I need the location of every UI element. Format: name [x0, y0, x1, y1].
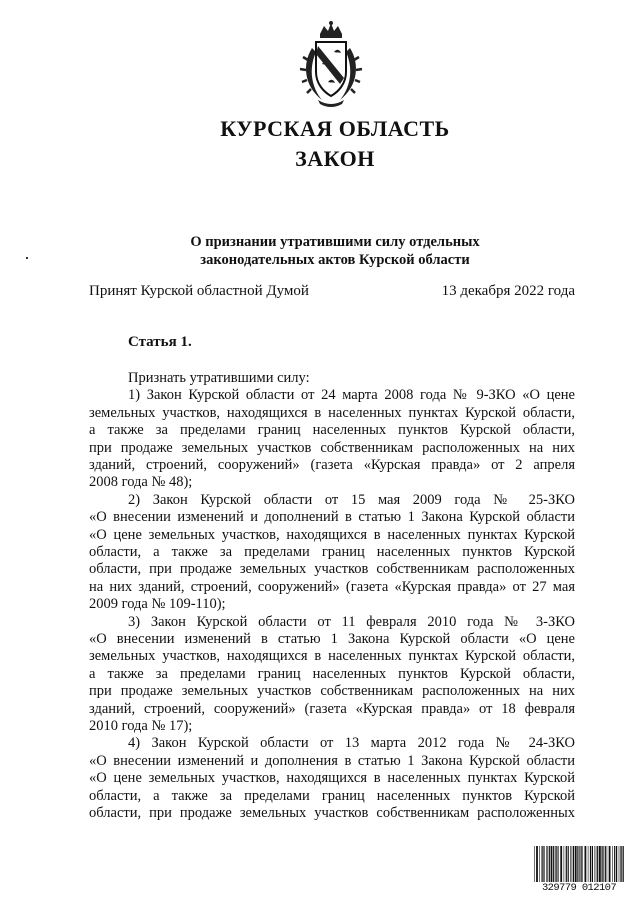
barcode-bar [607, 846, 608, 882]
barcode-bar [590, 846, 591, 882]
barcode-bar [549, 846, 550, 882]
barcode-bar [558, 846, 559, 882]
barcode-bar [602, 846, 603, 882]
barcode-bar [555, 846, 556, 882]
barcode-bar [620, 846, 621, 882]
barcode-bar [575, 846, 577, 882]
article-text-line: «О внесении изменений и дополнений в статью 1 Закона Курской области [89, 509, 575, 525]
barcode-bar [543, 846, 544, 882]
barcode-bar [597, 846, 598, 882]
region-title: КУРСКАЯ ОБЛАСТЬ [220, 116, 450, 141]
article-text-line: 2008 года № 48); [89, 474, 193, 490]
barcode-bar [588, 846, 589, 882]
article-text-line: области, а также за пределами границ населенных пунктов Курской [89, 544, 575, 560]
barcode-bar [568, 846, 569, 882]
article-intro-line: Признать утратившими силу: [128, 370, 310, 386]
barcode-bar [572, 846, 573, 882]
law-title-line-2: законодательных актов Курской области [200, 252, 470, 268]
article-text-line: при продаже земельных участков собственникам расположенных на них [89, 683, 575, 699]
article-text-line: зданий, строений, сооружений» (газета «Курская правда» от 18 февраля [89, 701, 575, 717]
barcode-bar [536, 846, 538, 882]
barcode-bar [566, 846, 567, 882]
article-text-line: 2009 года № 109-110); [89, 596, 226, 612]
barcode-bar [616, 846, 617, 882]
article-text-line: 3) Закон Курской области от 11 февраля 2010 года № 3-ЗКО [128, 614, 575, 630]
article-text-line: 1) Закон Курской области от 24 марта 2008 года № 9-ЗКО «О цене [128, 387, 575, 403]
coat-of-arms-emblem [298, 20, 364, 108]
barcode-bar [605, 846, 606, 882]
barcode-bars [533, 846, 625, 882]
barcode-bar [595, 846, 596, 882]
barcode-bar [619, 846, 620, 882]
adoption-date: 13 декабря 2022 года [441, 283, 575, 299]
barcode-bar [577, 846, 578, 882]
barcode-bar [603, 846, 604, 882]
article-text-line: на них зданий, строений, сооружений» (газета «Курская правда» от 27 мая [89, 579, 575, 595]
barcode-bar [547, 846, 548, 882]
document-type: ЗАКОН [295, 146, 375, 171]
article-text-line: области, при продаже земельных участков собственникам расположенных [89, 561, 575, 577]
barcode-bar [546, 846, 547, 882]
adopted-by: Принят Курской областной Думой [89, 283, 309, 299]
article-text-line: земельных участков, находящихся в населенных пунктах Курской области, [89, 648, 575, 664]
barcode-bar [534, 846, 535, 882]
barcode-bar [542, 846, 543, 882]
scan-artifact-dot [26, 257, 28, 259]
article-text-line: «О цене земельных участков, находящихся в населенных пунктах Курской [89, 770, 575, 786]
barcode-bar [556, 846, 557, 882]
article-text-line: области, при продаже земельных участков собственникам расположенных [89, 805, 575, 821]
article-text-line: 4) Закон Курской области от 13 марта 2012 года № 24-ЗКО [128, 735, 575, 751]
article-text-line: 2) Закон Курской области от 15 мая 2009 года № 25-ЗКО [128, 492, 575, 508]
barcode-bar [560, 846, 562, 882]
law-title-line-1: О признании утратившими силу отдельных [190, 234, 480, 250]
barcode-bar [614, 846, 615, 882]
barcode-bar [609, 846, 611, 882]
barcode-bar [553, 846, 554, 882]
barcode-bar [581, 846, 582, 882]
barcode-bar [582, 846, 583, 882]
article-text-line: «О внесении изменений в статью 1 Закона Курской области «О цене [89, 631, 575, 647]
article-text-line: а также за пределами границ населенных пунктов Курской области, [89, 422, 575, 438]
barcode-bar [579, 846, 580, 882]
barcode-bar [621, 846, 622, 882]
article-text-line: «О внесении изменений и дополнения в статью 1 Закона Курской области [89, 753, 575, 769]
article-text-line: при продаже земельных участков собственникам расположенных на них [89, 440, 575, 456]
barcode-number: 329779 012107 [541, 882, 617, 894]
article-text-line: области, а также за пределами границ населенных пунктов Курской [89, 788, 575, 804]
document-barcode [533, 846, 625, 898]
barcode-bar [596, 846, 597, 882]
article-text-line: а также за пределами границ населенных пунктов Курской области, [89, 666, 575, 682]
barcode-bar [623, 846, 624, 882]
barcode-bar [599, 846, 601, 882]
barcode-bar [570, 846, 571, 882]
barcode-bar [612, 846, 613, 882]
article-text-line: земельных участков, находящихся в населенных пунктах Курской области, [89, 405, 575, 421]
barcode-bar [592, 846, 593, 882]
article-text-line: зданий, строений, сооружений» (газета «Курская правда» от 2 апреля [89, 457, 575, 473]
article-text-line: «О цене земельных участков, находящихся в населенных пунктах Курской [89, 527, 575, 543]
barcode-bar [564, 846, 565, 882]
barcode-bar [551, 846, 553, 882]
barcode-bar [573, 846, 574, 882]
article-title: Статья 1. [128, 334, 192, 350]
barcode-bar [585, 846, 587, 882]
article-text-line: 2010 года № 17); [89, 718, 193, 734]
barcode-bar [539, 846, 540, 882]
